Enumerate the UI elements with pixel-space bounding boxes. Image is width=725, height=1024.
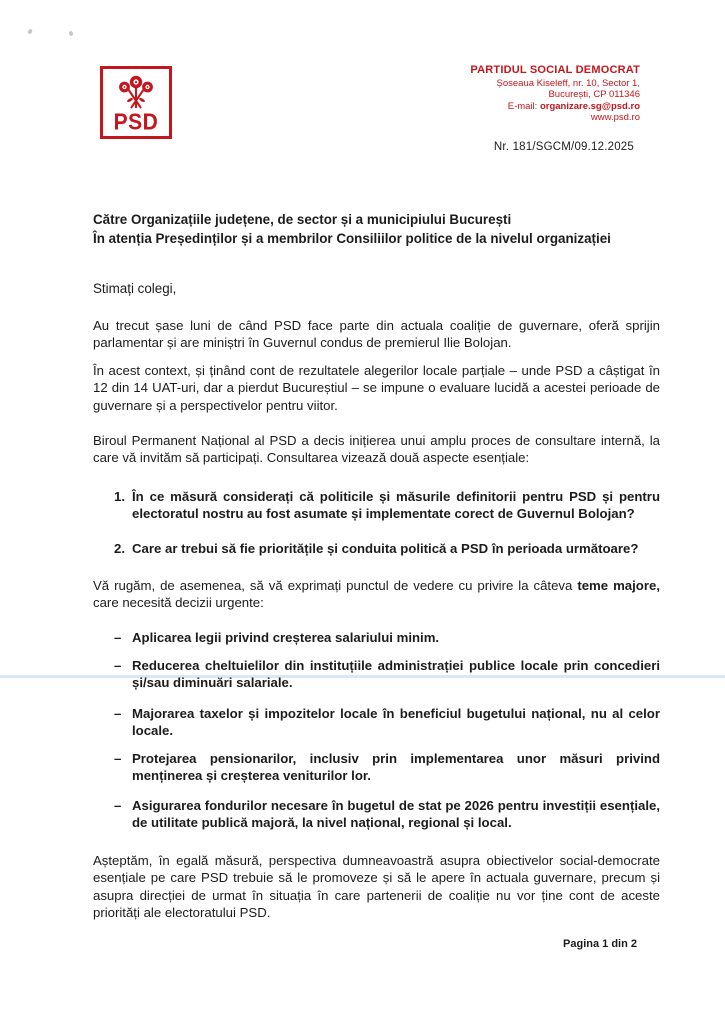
paragraph-consultation: Biroul Permanent Național al PSD a decis inițierea unui amplu proces de consultare internă, la care vă invităm să participați. Consultarea vizează două aspecte esențiale:	[93, 433, 660, 466]
dash-item	[93, 629, 660, 646]
dash-item	[93, 797, 660, 832]
page-number: Pagina 1 din 2	[563, 938, 637, 950]
salutation: Stimați colegi,	[93, 281, 177, 296]
website: www.psd.ro	[590, 111, 640, 123]
list-text: Care ar trebui să fie prioritățile și conduita politică a PSD în perioada următoare?	[132, 541, 639, 556]
list-number: 1.	[114, 489, 125, 504]
psd-logo-text: PSD	[113, 110, 159, 135]
list-text: Reducerea cheltuielilor din instituțiile administrației publice locale prin concedieri și/sau diminuări salariale.	[132, 658, 660, 691]
numbered-item	[93, 540, 660, 557]
list-text: Aplicarea legii privind creșterea salariului minim.	[132, 630, 440, 645]
scan-artifact	[27, 28, 32, 34]
email-address: organizare.sg@psd.ro	[539, 100, 640, 112]
psd-roses-icon	[113, 74, 159, 110]
psd-logo	[100, 66, 172, 139]
address-line: București, CP 011346	[548, 89, 640, 101]
list-text: Asigurarea fondurilor necesare în bugetul de stat pe 2026 pentru investiții esențiale, de utilitate publică majoră, la nivel național, regional și local.	[132, 798, 660, 831]
email-label: E-mail:	[507, 100, 538, 112]
list-text: Protejarea pensionarilor, inclusiv prin implementarea unor măsuri privind menținerea și creșterea veniturilor lor.	[132, 751, 660, 784]
recipient-line: Către Organizațiile județene, de sector și a municipiului București	[93, 212, 512, 227]
dash-marker: –	[114, 798, 122, 813]
numbered-item	[93, 488, 660, 523]
address-line: Șoseaua Kiseleff, nr. 10, Sector 1,	[496, 78, 640, 89]
dash-marker: –	[114, 751, 122, 766]
request-text: care necesită decizii urgente:	[93, 595, 264, 611]
dash-item	[93, 705, 660, 740]
paragraph-closing: Așteptăm, în egală măsură, perspectiva dumneavoastră asupra obiectivelor social-democrate esențiale pe care PSD trebuie să le promoveze și să le apere în actuala guvernare, precum și asupra direcției de urmat în situația în care partenerii de coaliție nu vor ține cont de aceste priorități ale electoratului PSD.	[93, 853, 660, 921]
request-text: Vă rugăm, de asemenea, să vă exprimați punctul de vedere cu privire la câteva	[93, 578, 578, 593]
email-line	[470, 101, 640, 112]
list-text: În ce măsură considerați că politicile și măsurile definitorii pentru PSD și pentru electoratul nostru au fost asumate și implementate corect de Guvernul Bolojan?	[132, 489, 660, 522]
reference-number: Nr. 181/SGCM/09.12.2025	[493, 141, 634, 153]
scan-artifact	[68, 30, 74, 36]
recipient-block	[93, 211, 611, 248]
paragraph-context: În acest context, și ținând cont de rezultatele alegerilor locale parțiale – unde PSD a câștigat în 12 din 14 UAT-uri, dar a pierdut Bucureștiul – se impune o evaluare lucidă a acestei perioade de guvernare și a perspectivelor pentru viitor.	[93, 363, 660, 413]
dash-marker: –	[114, 706, 122, 721]
request-bold: teme majore,	[577, 578, 660, 593]
dash-marker: –	[114, 658, 122, 673]
paragraph-intro: Au trecut șase luni de când PSD face parte din actuala coaliție de guvernare, oferă sprijin parlamentar și are miniștri în Guvernul condus de premierul Ilie Bolojan.	[93, 318, 660, 351]
dash-item	[93, 750, 660, 785]
party-name: PARTIDUL SOCIAL DEMOCRAT	[470, 64, 640, 76]
recipient-line: În atenția Președinților și a membrilor Consiliilor politice de la nivelul organizației	[93, 230, 611, 246]
paragraph-request	[93, 577, 660, 612]
list-number: 2.	[114, 541, 125, 556]
dash-marker: –	[114, 630, 122, 645]
list-text: Majorarea taxelor și impozitelor locale în beneficiul bugetului național, nu al celor locale.	[132, 706, 660, 739]
letterhead	[470, 64, 640, 123]
dash-item	[93, 657, 660, 692]
